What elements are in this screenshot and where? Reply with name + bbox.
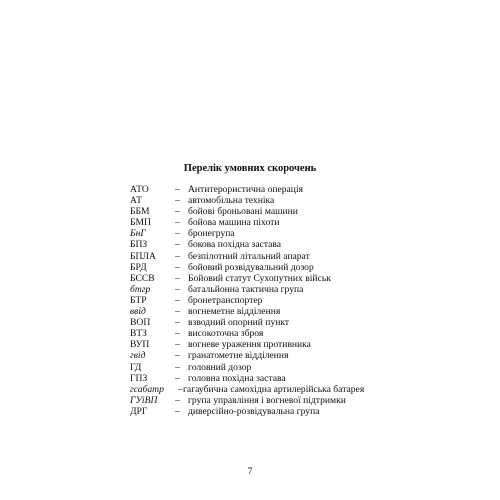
abbreviation-term: БРД bbox=[130, 261, 147, 273]
abbreviation-term: БПЗ bbox=[130, 239, 148, 251]
abbreviation-term: БМП bbox=[130, 217, 151, 229]
abbreviation-row bbox=[130, 195, 470, 206]
abbreviation-definition: безпілотний літальний апарат bbox=[188, 250, 310, 262]
abbreviation-row bbox=[130, 295, 470, 306]
abbreviation-term: ВОП bbox=[130, 317, 151, 329]
abbreviation-row bbox=[130, 228, 470, 239]
abbreviation-row bbox=[130, 262, 470, 273]
abbreviation-definition: диверсійно-розвідувальна група bbox=[188, 405, 320, 417]
abbreviation-definition: високоточна зброя bbox=[188, 328, 264, 340]
abbreviation-row bbox=[130, 306, 470, 317]
abbreviation-dash: – bbox=[175, 261, 180, 273]
abbreviation-dash: – bbox=[175, 250, 180, 262]
abbreviation-definition: бронетранспортер bbox=[188, 294, 263, 306]
abbreviation-dash: – bbox=[175, 405, 180, 417]
abbreviation-term: БТР bbox=[130, 294, 147, 306]
abbreviation-row bbox=[130, 339, 470, 350]
abbreviation-term: БПЛА bbox=[130, 250, 156, 262]
abbreviation-definition: вогнеметне відділення bbox=[188, 306, 281, 318]
abbreviation-term: АТО bbox=[130, 184, 149, 195]
abbreviation-term: бтгр bbox=[130, 283, 151, 295]
page-title: Перелік умовних скорочень bbox=[183, 163, 317, 174]
page-number: 7 bbox=[247, 466, 253, 477]
abbreviation-dash: – bbox=[175, 372, 180, 384]
abbreviation-row bbox=[130, 406, 470, 417]
abbreviation-dash: – bbox=[175, 317, 180, 329]
abbreviation-dash: – bbox=[175, 394, 180, 406]
abbreviation-definition: гранатометне відділення bbox=[188, 350, 289, 362]
abbreviation-row bbox=[130, 217, 470, 228]
abbreviation-definition: головна похідна застава bbox=[188, 372, 286, 384]
abbreviation-row bbox=[130, 362, 470, 373]
abbreviation-row bbox=[130, 251, 470, 262]
abbreviation-definition: бокова похідна застава bbox=[188, 239, 282, 251]
abbreviation-definition: батальйонна тактична група bbox=[188, 283, 304, 295]
abbreviation-dash: – bbox=[175, 283, 180, 295]
abbreviation-dash: – bbox=[175, 350, 180, 362]
abbreviation-term: ВТЗ bbox=[130, 328, 147, 340]
abbreviation-dash: – bbox=[175, 195, 180, 207]
abbreviation-dash: – bbox=[178, 383, 183, 395]
abbreviation-row bbox=[130, 373, 470, 384]
abbreviation-dash: – bbox=[175, 184, 180, 195]
abbreviation-list bbox=[130, 184, 470, 417]
abbreviation-definition: бойовий розвідувальний дозор bbox=[188, 261, 314, 273]
abbreviation-row bbox=[130, 395, 470, 406]
abbreviation-definition: взводний опорний пункт bbox=[188, 317, 290, 329]
abbreviation-dash: – bbox=[175, 339, 180, 351]
abbreviation-definition: гагаубична самохідна артилерійська батарея bbox=[183, 383, 365, 395]
abbreviation-term: ГД bbox=[130, 361, 142, 373]
abbreviation-dash: – bbox=[175, 206, 180, 218]
abbreviation-term: ББМ bbox=[130, 206, 150, 218]
abbreviation-dash: – bbox=[175, 272, 180, 284]
abbreviation-definition: автомобільна техніка bbox=[188, 195, 275, 207]
abbreviation-row bbox=[130, 273, 470, 284]
abbreviation-definition: бронегрупа bbox=[188, 228, 235, 240]
abbreviation-dash: – bbox=[175, 328, 180, 340]
abbreviation-term: ввід bbox=[130, 306, 146, 318]
abbreviation-definition: Антитерористична операція bbox=[188, 184, 304, 195]
abbreviation-row bbox=[130, 328, 470, 339]
abbreviation-dash: – bbox=[175, 217, 180, 229]
abbreviation-term: ВУП bbox=[130, 339, 150, 351]
abbreviation-definition: головний дозор bbox=[188, 361, 252, 373]
abbreviation-term: ГПЗ bbox=[130, 372, 148, 384]
abbreviation-definition: група управління і вогневої підтримки bbox=[188, 394, 346, 406]
abbreviation-dash: – bbox=[175, 306, 180, 318]
abbreviation-definition: бойова машина піхоти bbox=[188, 217, 280, 229]
abbreviation-row bbox=[130, 184, 470, 195]
abbreviation-term: БССВ bbox=[130, 272, 155, 284]
abbreviation-row bbox=[130, 317, 470, 328]
abbreviation-row bbox=[130, 206, 470, 217]
abbreviation-definition: Бойовий статут Сухопутних військ bbox=[188, 272, 331, 284]
abbreviation-definition: бойові броньовані машини bbox=[188, 206, 298, 218]
abbreviation-dash: – bbox=[175, 361, 180, 373]
abbreviation-row bbox=[130, 350, 470, 361]
abbreviation-term: ГУіВП bbox=[130, 394, 158, 406]
abbreviation-row bbox=[130, 284, 470, 295]
abbreviation-dash: – bbox=[175, 239, 180, 251]
abbreviation-row bbox=[130, 384, 470, 395]
abbreviation-term: АТ bbox=[130, 195, 142, 207]
abbreviation-term: ДРГ bbox=[130, 405, 148, 417]
abbreviation-term: гсабатр bbox=[130, 383, 164, 395]
abbreviation-definition: вогневе ураження противника bbox=[188, 339, 311, 351]
abbreviation-row bbox=[130, 239, 470, 250]
abbreviation-term: гвід bbox=[130, 350, 146, 362]
abbreviation-dash: – bbox=[175, 228, 180, 240]
abbreviation-dash: – bbox=[175, 294, 180, 306]
abbreviation-term: БнГ bbox=[130, 228, 146, 240]
